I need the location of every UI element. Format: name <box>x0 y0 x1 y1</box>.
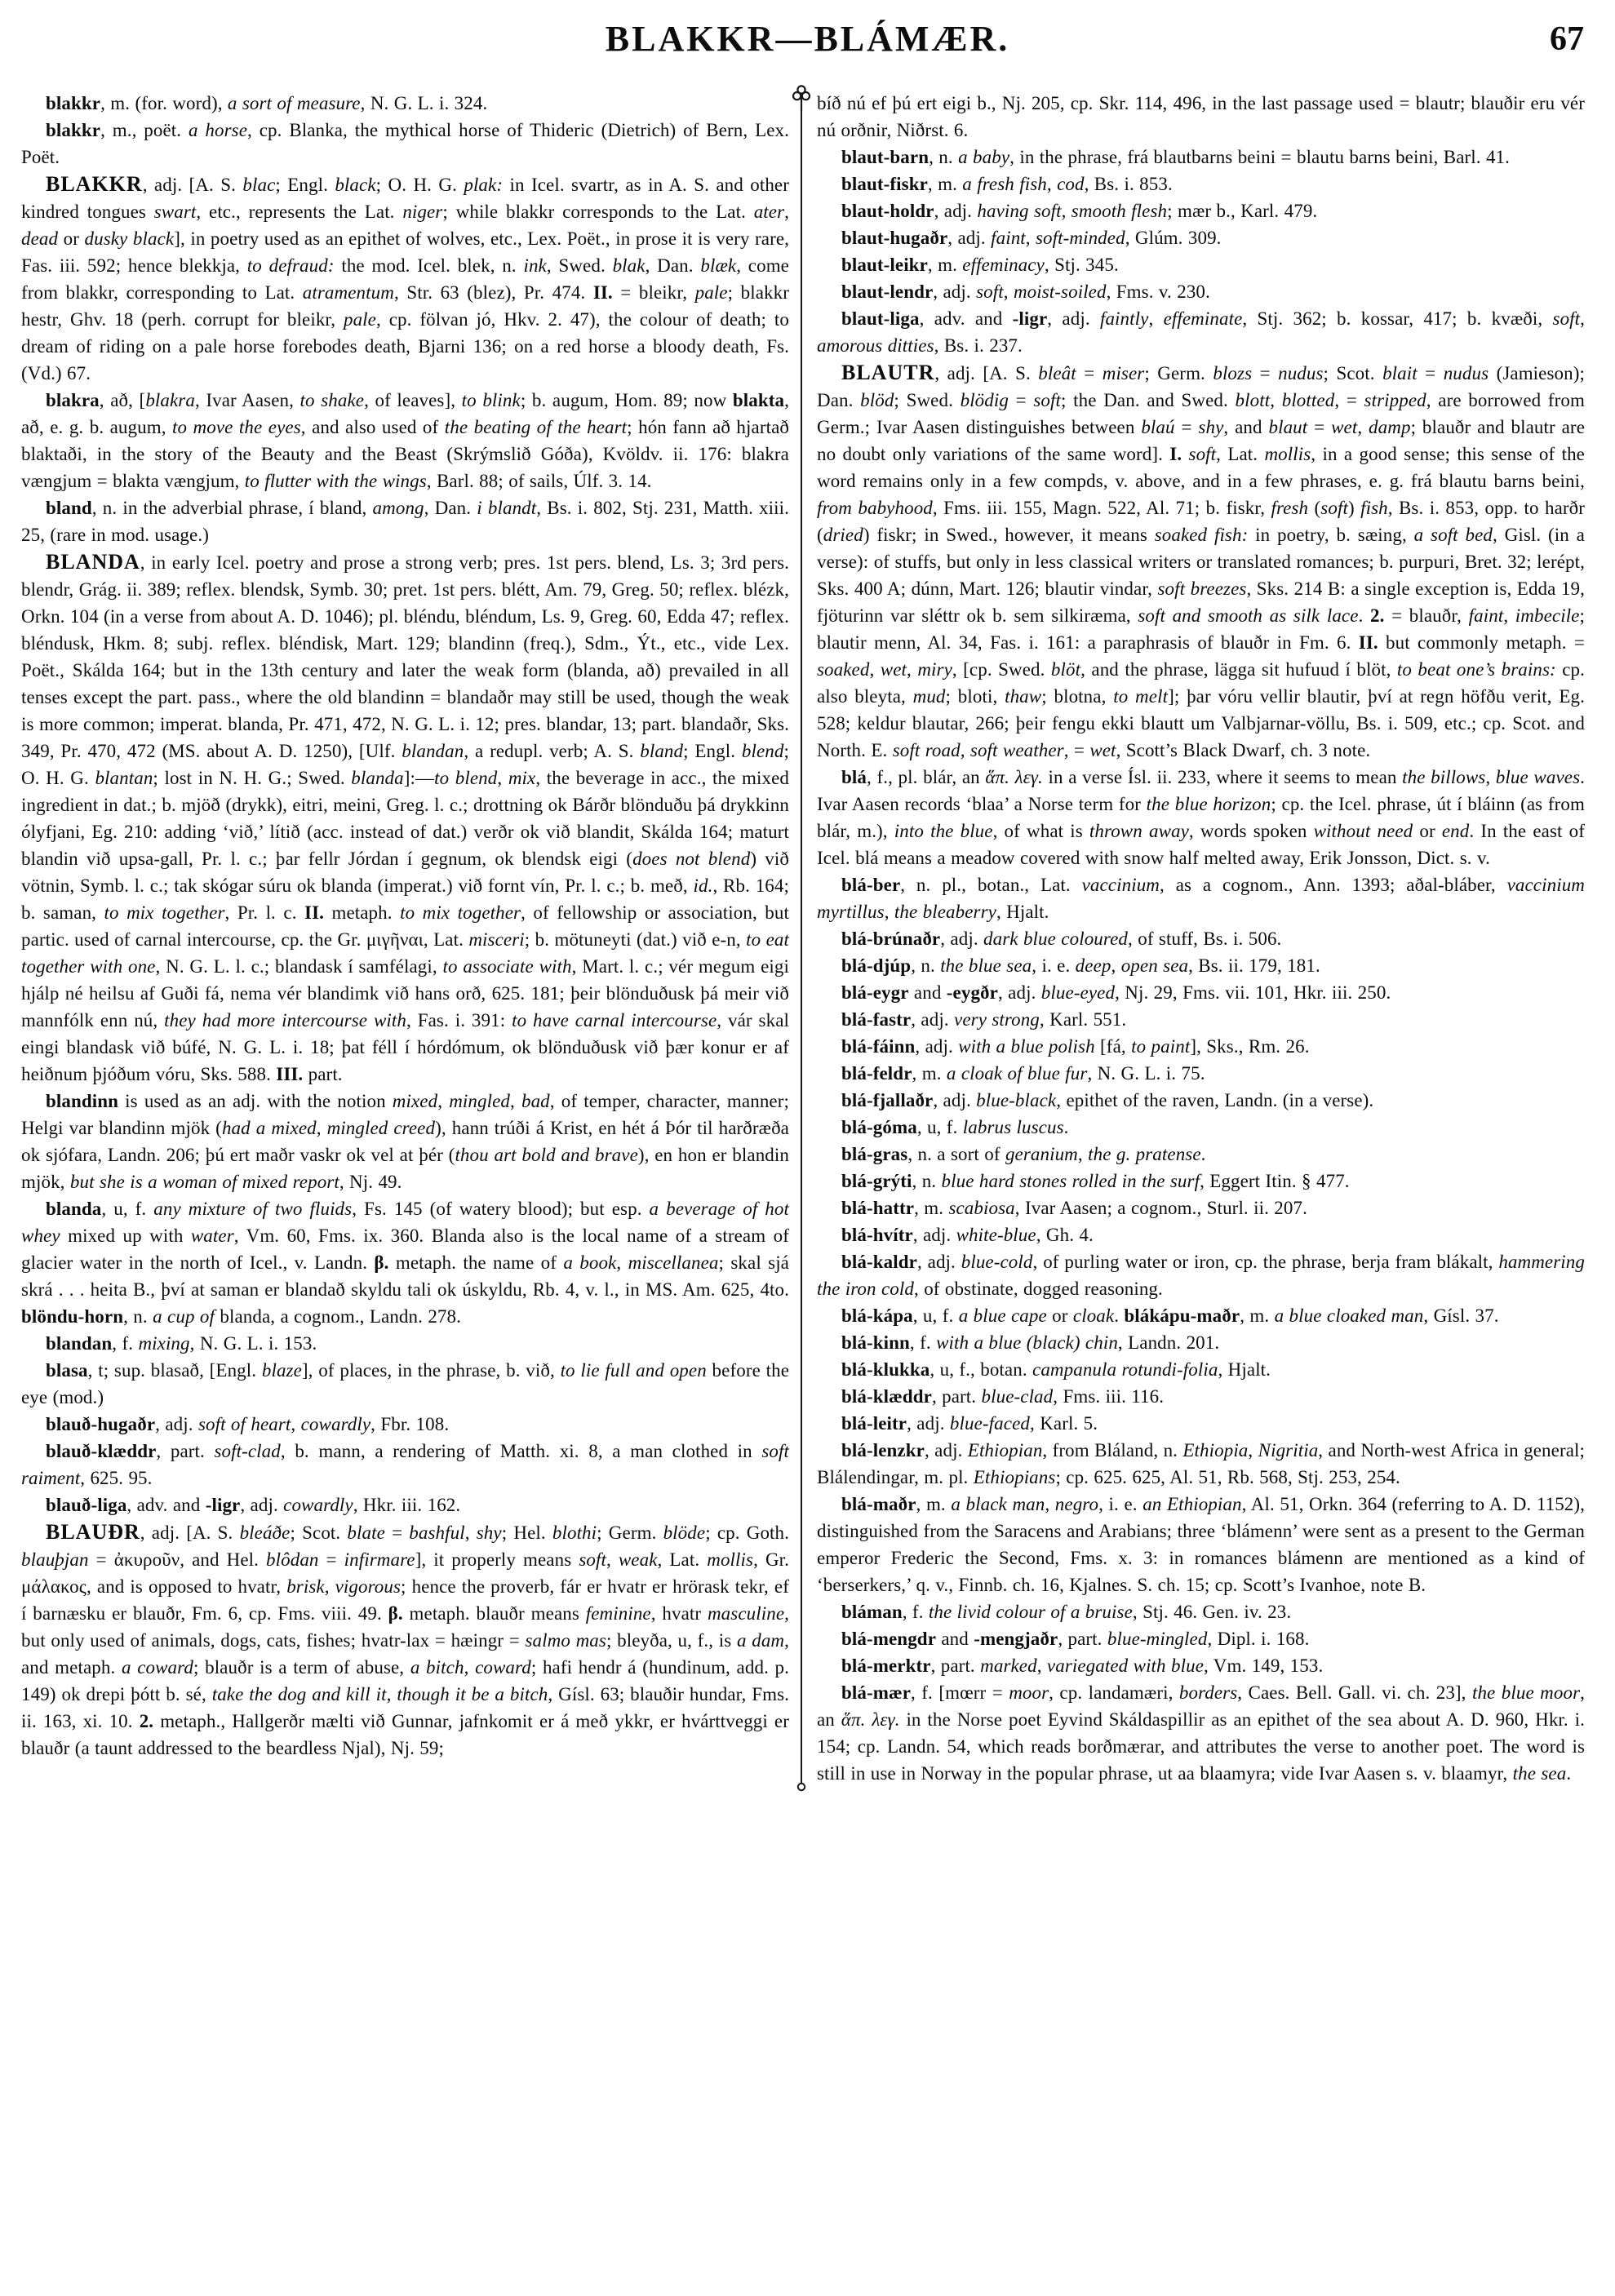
dictionary-entry: blasa, t; sup. blasað, [Engl. blaze], of places, in the phrase, b. við, to lie full and open before the eye (mod.) <box>21 1360 790 1407</box>
dictionary-entry: blá-gras, n. a sort of geranium, the g. pratense. <box>841 1144 1206 1164</box>
column-divider <box>801 91 802 1787</box>
dictionary-entry: blá-kinn, f. with a blue (black) chin, Landn. 201. <box>841 1332 1220 1353</box>
dictionary-entry: blá-klukka, u, f., botan. campanula rotundi-folia, Hjalt. <box>841 1359 1271 1380</box>
page-title: BLAKKR—BLÁMÆR. <box>605 19 1010 59</box>
dictionary-entry: BLAUÐR, adj. [A. S. bleáðe; Scot. blate = bashful, shy; Hel. blothi; Germ. blöde; cp. Goth. blauþjan = ἀκυροῦν, and Hel. blôdan = infirmare], it properly means soft, weak, Lat. mollis, Gr. μάλακος, and is opposed to hvatr, brisk, vigorous; hence the proverb, fár er hvatr er hrörask tekr, ef í barnæsku er blauðr, Fm. 6, cp. Fms. viii. 49. β. metaph. blauðr means feminine, hvatr masculine, but only used of animals, dogs, cats, fishes; hvatr-lax = hæingr = salmo mas; bleyða, u, f., is a dam, and metaph. a coward; blauðr is a term of abuse, a bitch, coward; hafi hendr á (hundinum, add. p. 149) ok drepi þótt b. sé, take the dog and kill it, though it be a bitch, Gísl. 63; blauðir hundar, Fms. ii. 163, xi. 10. 2. metaph., Hallgerðr mælti við Gunnar, jafnkomit er á með ykkr, er hvárttveggi er blauðr (a taunt addressed to the beardless Njal), Nj. 59; <box>21 1520 790 1758</box>
right-column <box>809 90 1585 1787</box>
dictionary-entry: blá-maðr, m. a black man, negro, i. e. an Ethiopian, Al. 51, Orkn. 364 (referring to A. D. 1152), distinguished from the Saracens and Arabians; three ‘blámenn’ were sent as a present to the German emperor Frederic the Second, Fms. x. 3: in romances blámenn are mentioned as a kind of ‘berserkers,’ q. v., Finnb. ch. 16, Kjalnes. S. ch. 15; cp. Scott’s Ivanhoe, note B. <box>817 1494 1586 1595</box>
left-column <box>21 90 794 1787</box>
dictionary-entry: bláman, f. the livid colour of a bruise, Stj. 46. Gen. iv. 23. <box>841 1602 1292 1622</box>
dictionary-entry: blá-hvítr, adj. white-blue, Gh. 4. <box>841 1225 1094 1245</box>
dictionary-entry: blá-kaldr, adj. blue-cold, of purling water or iron, cp. the phrase, berja fram blákalt, hammering the iron cold, of obstinate, dogged reasoning. <box>817 1252 1585 1299</box>
dictionary-entry: blauð-liga, adv. and -ligr, adj. cowardly, Hkr. iii. 162. <box>46 1495 461 1515</box>
dictionary-entry: blandan, f. mixing, N. G. L. i. 153. <box>46 1333 317 1354</box>
dictionary-entry: blaut-holdr, adj. having soft, smooth flesh; mær b., Karl. 479. <box>841 201 1318 221</box>
dictionary-entry: blá-feldr, m. a cloak of blue fur, N. G. L. i. 75. <box>841 1063 1205 1084</box>
dictionary-entry: blakkr, m. (for. word), a sort of measure, N. G. L. i. 324. <box>46 93 488 113</box>
dictionary-entry: blá-fastr, adj. very strong, Karl. 551. <box>841 1009 1127 1030</box>
dictionary-entry: blakra, að, [blakra, Ivar Aasen, to shake, of leaves], to blink; b. augum, Hom. 89; now blakta, að, e. g. b. augum, to move the eyes, and also used of the beating of the heart; hón fann að hjartað blaktaði, in the story of the Beauty and the Beast (Skrýmslið Góða), Kvöldv. ii. 176: blakra vængjum = blakta vængjum, to flutter with the wings, Barl. 88; of sails, Úlf. 3. 14. <box>21 390 789 491</box>
dictionary-entry: blandinn is used as an adj. with the notion mixed, mingled, bad, of temper, character, manner; Helgi var blandinn mjök (had a mixed, mingled creed), hann trúði á Krist, en hét á Þór til harðræða ok sjófara, Landn. 206; þú ert maðr vaskr ok vel at þér (thou art bold and brave), en hon er blandin mjök, but she is a woman of mixed report, Nj. 49. <box>21 1091 789 1192</box>
dictionary-entry: blá-klæddr, part. blue-clad, Fms. iii. 116. <box>841 1386 1165 1407</box>
page-header <box>21 13 1594 65</box>
dictionary-entry: blá-grýti, n. blue hard stones rolled in the surf, Eggert Itin. § 477. <box>841 1171 1350 1191</box>
trefoil-ornament-icon <box>794 1774 809 1792</box>
dictionary-entry: blaut-lendr, adj. soft, moist-soiled, Fms. v. 230. <box>841 281 1210 302</box>
dictionary-entry: blaut-liga, adv. and -ligr, adj. faintly, effeminate, Stj. 362; b. kossar, 417; b. kvæði, soft, amorous ditties, Bs. i. 237. <box>817 308 1586 356</box>
trefoil-ornament-icon <box>791 85 812 111</box>
dictionary-entry: blá, f., pl. blár, an ἅπ. λεγ. in a verse Ísl. ii. 233, where it seems to mean the billows, blue waves. Ivar Aasen records ‘blaa’ a Norse term for the blue horizon; cp. the Icel. phrase, út í bláinn (as from blár, m.), into the blue, of what is thrown away, words spoken without need or end. In the east of Icel. blá means a meadow covered with snow half melted away, Erik Jonsson, Dict. s. v. <box>817 767 1585 868</box>
dictionary-entry: blauð-klæddr, part. soft-clad, b. mann, a rendering of Matth. xi. 8, a man clothed in soft raiment, 625. 95. <box>21 1441 790 1488</box>
dictionary-entry: BLAKKR, adj. [A. S. blac; Engl. black; O. H. G. plak: in Icel. svartr, as in A. S. and other kindred tongues swart, etc., represents the Lat. niger; while blakkr corresponds to the Lat. ater, dead or dusky black], in poetry used as an epithet of wolves, etc., Lex. Poët., in prose it is very rare, Fas. iii. 592; hence blekkja, to defraud: the mod. Icel. blek, n. ink, Swed. blak, Dan. blæk, come from blakkr, corresponding to Lat. atramentum, Str. 63 (blez), Pr. 474. II. = bleikr, pale; blakkr hestr, Ghv. 18 (perh. corrupt for bleikr, pale, cp. fölvan jó, Hkv. 2. 47), the colour of death; to dream of riding on a pale horse forebodes death, Bjarni 136; on a red horse a bloody death, Fs. (Vd.) 67. <box>21 172 790 383</box>
text-block <box>21 90 1594 1787</box>
dictionary-entry: blá-merktr, part. marked, variegated with blue, Vm. 149, 153. <box>841 1656 1324 1676</box>
dictionary-entry: blá-kápa, u, f. a blue cape or cloak. blákápu-maðr, m. a blue cloaked man, Gísl. 37. <box>841 1305 1499 1326</box>
page-number: 67 <box>1550 20 1584 58</box>
dictionary-entry: blá-mengdr and -mengjaðr, part. blue-mingled, Dipl. i. 168. <box>841 1629 1310 1649</box>
dictionary-entry: blauð-hugaðr, adj. soft of heart, cowardly, Fbr. 108. <box>46 1414 450 1434</box>
dictionary-entry: blá-hattr, m. scabiosa, Ivar Aasen; a cognom., Sturl. ii. 207. <box>841 1198 1307 1218</box>
dictionary-entry: blá-góma, u, f. labrus luscus. <box>841 1117 1069 1137</box>
dictionary-entry: blá-fjallaðr, adj. blue-black, epithet of the raven, Landn. (in a verse). <box>841 1090 1374 1110</box>
dictionary-entry: blá-lenzkr, adj. Ethiopian, from Bláland, n. Ethiopia, Nigritia, and North-west Africa in general; Blálendingar, m. pl. Ethiopians; cp. 625. 625, Al. 51, Rb. 568, Stj. 253, 254. <box>817 1440 1585 1487</box>
dictionary-entry: blá-mær, f. [mœrr = moor, cp. landamæri, borders, Caes. Bell. Gall. vi. ch. 23], the blue moor, an ἅπ. λεγ. in the Norse poet Eyvind Skáldaspillir as an epithet of the sea about A. D. 960, Hkr. i. 154; cp. Landn. 54, which reads borðmærar, and attributes the verse to another poet. The word is still in use in Norway in the popular phrase, ut aa blaamyra; vide Ivar Aasen s. v. blaamyr, the sea. <box>817 1682 1585 1784</box>
dictionary-entry: bíð nú ef þú ert eigi b., Nj. 205, cp. Skr. 114, 496, in the last passage used = blautr; blauðir eru vér nú orðnir, Niðrst. 6. <box>817 93 1585 140</box>
dictionary-entry: BLAUTR, adj. [A. S. bleât = miser; Germ. blozs = nudus; Scot. blait = nudus (Jamieson); Dan. blöd; Swed. blödig = soft; the Dan. and Swed. blott, blotted, = stripped, are borrowed from Germ.; Ivar Aasen distinguishes between blaú = shy, and blaut = wet, damp; blauðr and blautr are no doubt only variations of the same word]. I. soft, Lat. mollis, in a good sense; this sense of the word remains only in a few compds, v. above, and in a few phrases, e. g. frá blautu barns beini, from babyhood, Fms. iii. 155, Magn. 522, Al. 71; b. fiskr, fresh (soft) fish, Bs. i. 853, opp. to harðr (dried) fiskr; in Swed., however, it means soaked fish: in poetry, b. sæing, a soft bed, Gisl. (in a verse): of stuffs, but only in less classical writers or translated romances; b. purpuri, Bret. 32; lerépt, Sks. 400 A; dúnn, Mart. 126; blautir vindar, soft breezes, Sks. 214 B: a single exception is, Edda 19, fjöturinn var sléttr ok b. sem silkiræma, soft and smooth as silk lace. 2. = blauðr, faint, imbecile; blautir menn, Al. 34, Fas. i. 161: a paraphrasis of blauðr in Fm. 6. II. but commonly metaph. = soaked, wet, miry, [cp. Swed. blöt, and the phrase, lägga sit hufuud í blöt, to beat one’s brains: cp. also bleyta, mud; bloti, thaw; blotna, to melt]; þar vóru vellir blautir, því at regn höfðu verit, Eg. 528; keldur blautar, 266; þeir fengu ekki blautt um Valbjarnar-völlu, Bs. i. 509, etc.; cp. Scot. and North. E. soft road, soft weather, = wet, Scott’s Black Dwarf, ch. 3 note. <box>817 361 1586 760</box>
dictionary-entry: blaut-barn, n. a baby, in the phrase, frá blautbarns beini = blautu barns beini, Barl. 41. <box>841 147 1511 167</box>
dictionary-entry: blá-fáinn, adj. with a blue polish [fá, to paint], Sks., Rm. 26. <box>841 1036 1310 1057</box>
dictionary-entry: blaut-leikr, m. effeminacy, Stj. 345. <box>841 255 1119 275</box>
dictionary-entry: blaut-fiskr, m. a fresh fish, cod, Bs. i. 853. <box>841 174 1173 194</box>
dictionary-entry: blá-ber, n. pl., botan., Lat. vaccinium, as a cognom., Ann. 1393; aðal-bláber, vaccinium myrtillus, the bleaberry, Hjalt. <box>817 875 1586 922</box>
dictionary-entry: blá-djúp, n. the blue sea, i. e. deep, open sea, Bs. ii. 179, 181. <box>841 955 1320 976</box>
dictionary-entry: blanda, u, f. any mixture of two fluids, Fs. 145 (of watery blood); but esp. a beverage of hot whey mixed up with water, Vm. 60, Fms. ix. 360. Blanda also is the local name of a stream of glacier water in the north of Icel., v. Landn. β. metaph. the name of a book, miscellanea; skal sjá skrá . . . heita B., því at saman er blandað skyldu tali ok úskyldu, Rb. 4, v. l., in MS. Am. 625, 4to. blöndu-horn, n. a cup of blanda, a cognom., Landn. 278. <box>21 1199 789 1327</box>
dictionary-entry: blakkr, m., poët. a horse, cp. Blanka, the mythical horse of Thideric (Dietrich) of Bern, Lex. Poët. <box>21 120 789 167</box>
dictionary-entry: BLANDA, in early Icel. poetry and prose a strong verb; pres. 1st pers. blend, Ls. 3; 3rd pers. blendr, Grág. ii. 389; reflex. blendsk, Symb. 30; pret. 1st pers. blétt, Am. 79, Greg. 50; reflex. blézk, Orkn. 104 (in a verse from about A. D. 1046); pl. bléndu, bléndum, Ls. 9, Greg. 60, Edda 47; reflex. bléndusk, Hkm. 8; subj. reflex. bléndisk, Mart. 129; blandinn (freq.), Sdm., Ýt., etc., vide Lex. Poët., Skálda 164; but in the 13th century and later the weak form (blanda, að) prevailed in all tenses except the part. pass., where the old blandinn = blandaðr may still be used, though the weak is more common; imperat. blanda, Pr. 471, 472, N. G. L. i. 12; pres. blandar, 13; part. blandaðr, Sks. 349, Pr. 470, 472 (MS. about A. D. 1250), [Ulf. blandan, a redupl. verb; A. S. bland; Engl. blend; O. H. G. blantan; lost in N. H. G.; Swed. blanda]:—to blend, mix, the beverage in acc., the mixed ingredient in dat.; b. mjöð (drykk), eitri, meini, Greg. l. c.; drottning ok Bárðr blönduðu þá drykkinn ólyfjani, Eg. 210: adding ‘við,’ lítið (acc. instead of dat.) verðr ok við blandit, Skálda 164; maturt blandin við upsa-gall, Pr. l. c.; þar fellr Jórdan í gegnum, ok blendsk eigi (does not blend) við vötnin, Symb. l. c.; tak skógar súru ok blanda (imperat.) við fornt vín, Pr. l. c.; b. með, id., Rb. 164; b. saman, to mix together, Pr. l. c. II. metaph. to mix together, of fellowship or association, but partic. used of carnal intercourse, cp. the Gr. μιγῆναι, Lat. misceri; b. mötuneyti (dat.) við e-n, to eat together with one, N. G. L. l. c.; blandask í samfélagi, to associate with, Mart. l. c.; vér megum eigi hjálp né heilsu af Guði fá, nema vér blandimk við hans orð, 625. 181; þeir blönduðusk þá meir við mannfólk enn nú, they had more intercourse with, Fas. i. 391: to have carnal intercourse, vár skal eingi blandask við búfé, N. G. L. i. 18; þat féll í hórdómum, ok blönduðusk við þær konur er af heiðnum þjóðum vóru, Sks. 588. III. part. <box>21 550 790 1084</box>
dictionary-entry: bland, n. in the adverbial phrase, í bland, among, Dan. i blandt, Bs. i. 802, Stj. 231, Matth. xiii. 25, (rare in mod. usage.) <box>21 498 789 545</box>
dictionary-entry: blá-eygr and -eygðr, adj. blue-eyed, Nj. 29, Fms. vii. 101, Hkr. iii. 250. <box>841 982 1391 1003</box>
dictionary-entry: blá-brúnaðr, adj. dark blue coloured, of stuff, Bs. i. 506. <box>841 929 1282 949</box>
dictionary-entry: blaut-hugaðr, adj. faint, soft-minded, Glúm. 309. <box>841 228 1222 248</box>
dictionary-entry: blá-leitr, adj. blue-faced, Karl. 5. <box>841 1413 1098 1434</box>
